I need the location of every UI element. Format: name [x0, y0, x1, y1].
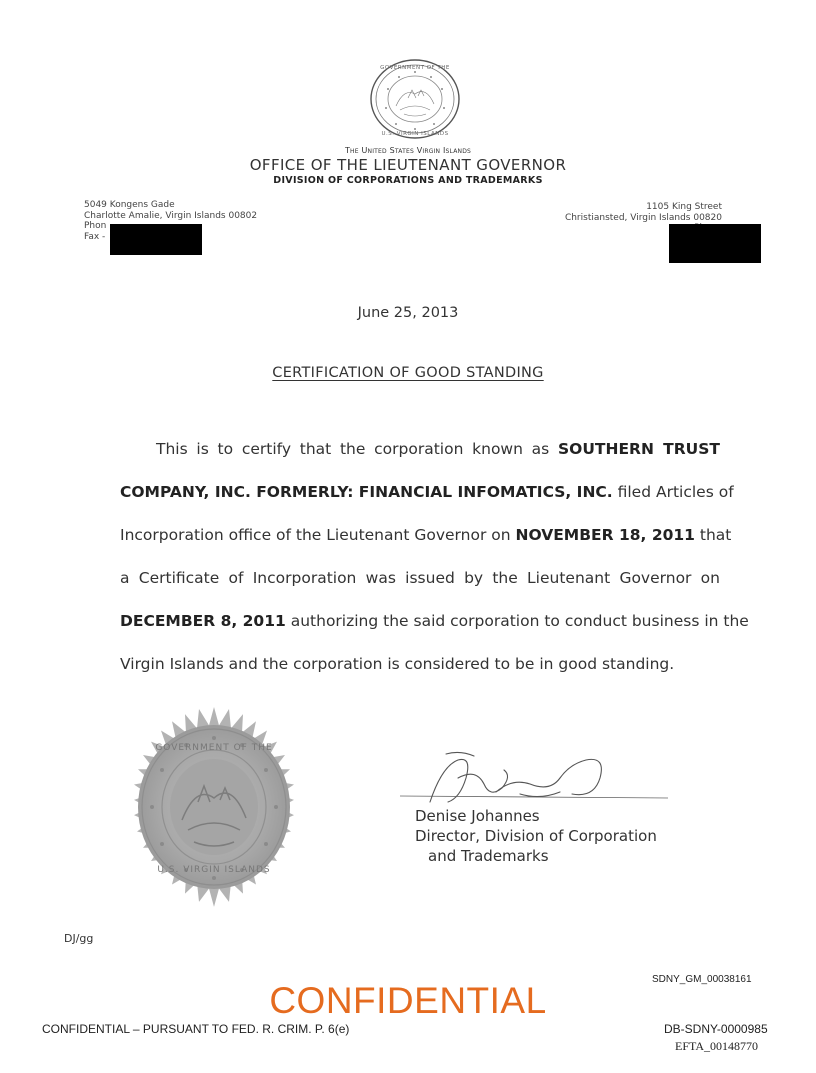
body-text: This is to certify that the corporation known as [156, 440, 558, 458]
signature-icon [400, 748, 670, 806]
body-line-3 [120, 526, 732, 544]
address-left-phone: Phon [84, 221, 107, 231]
certificate-title [0, 365, 816, 381]
letter-date: June 25, 2013 [357, 305, 459, 321]
embossed-seal-icon [116, 690, 312, 920]
body-line-2 [120, 483, 734, 501]
body-text: a Certificate of Incorporation was issued by the Lieutenant Governor on [120, 569, 720, 587]
filing-date: NOVEMBER 18, 2011 [515, 526, 695, 544]
efta-number: EFTA_00148770 [675, 1039, 759, 1053]
redaction-left [110, 224, 202, 255]
header-division: DIVISION OF CORPORATIONS AND TRADEMARKS [273, 175, 543, 186]
body-line-1 [120, 440, 720, 458]
body-text: Virgin Islands and the corporation is considered to be in good standing. [120, 655, 675, 673]
address-left-fax: Fax - [84, 231, 106, 242]
header-office: OFFICE OF THE LIEUTENANT GOVERNOR [249, 156, 567, 174]
signatory-title: Director, Division of Corporation [415, 827, 657, 845]
address-left-street: 5049 Kongens Gade [84, 200, 175, 210]
typist-initials: DJ/gg [64, 932, 94, 945]
company-name: SOUTHERN TRUST [557, 440, 720, 458]
body-line-4 [120, 569, 720, 587]
certificate-date: DECEMBER 8, 2011 [120, 612, 286, 630]
bates-number-bottom: DB-SDNY-0000985 [664, 1022, 768, 1036]
address-left-city: Charlotte Amalie, Virgin Islands 00802 [84, 210, 258, 221]
svg-text:U.S. VIRGIN ISLANDS: U.S. VIRGIN ISLANDS [381, 131, 449, 137]
svg-text:U.S. VIRGIN ISLANDS: U.S. VIRGIN ISLANDS [157, 865, 271, 875]
body-text: Incorporation office of the Lieutenant Governor on [120, 526, 516, 544]
government-seal-icon [368, 58, 462, 140]
address-right-street: 1105 King Street [646, 202, 722, 212]
body-text: that [694, 526, 732, 544]
body-text: authorizing the said corporation to conduct business in the [285, 612, 749, 630]
svg-text:GOVERNMENT OF THE: GOVERNMENT OF THE [155, 743, 273, 753]
svg-text:GOVERNMENT OF THE: GOVERNMENT OF THE [380, 65, 450, 71]
body-text: filed Articles of [612, 483, 734, 501]
body-line-6 [120, 655, 720, 673]
footer-notice: CONFIDENTIAL – PURSUANT TO FED. R. CRIM. P. 6(e) [42, 1022, 350, 1036]
certificate-title-text: CERTIFICATION OF GOOD STANDING [272, 365, 544, 381]
redaction-right [669, 224, 761, 263]
header-state: The United States Virgin Islands [344, 146, 472, 155]
company-former-name: COMPANY, INC. FORMERLY: FINANCIAL INFOMATICS, INC. [120, 483, 613, 501]
signatory-title-line2: and Trademarks [428, 847, 549, 865]
body-line-5 [120, 612, 749, 630]
signatory-name: Denise Johannes [415, 807, 540, 825]
address-right-city: Christiansted, Virgin Islands 00820 [564, 212, 722, 223]
bates-number-top: SDNY_GM_00038161 [652, 974, 752, 985]
confidential-stamp: CONFIDENTIAL [269, 980, 547, 1021]
